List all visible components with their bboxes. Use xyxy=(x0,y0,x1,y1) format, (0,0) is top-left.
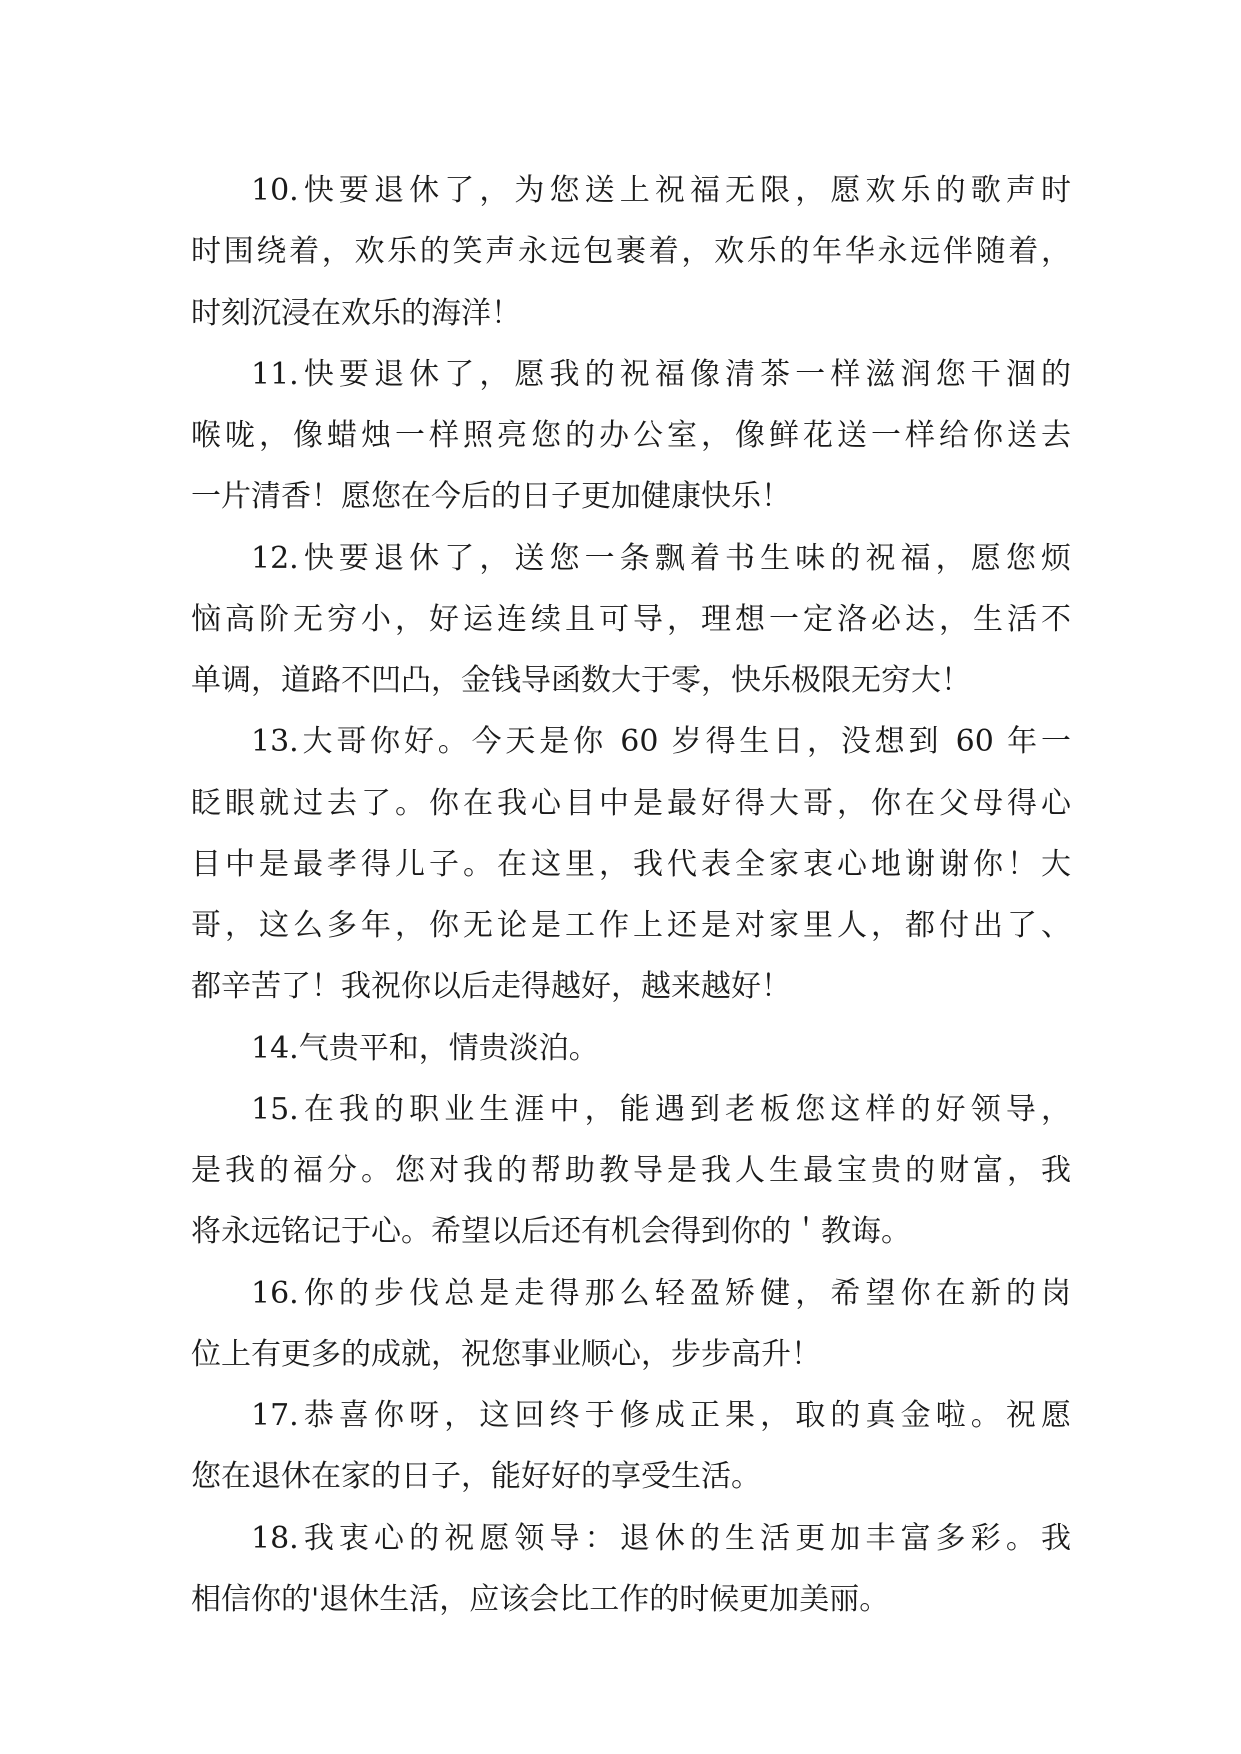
text-line: 13.大哥你好。今天是你 60 岁得生日，没想到 60 年一 xyxy=(251,724,1071,760)
paragraph-p13 xyxy=(191,711,1071,1017)
text-line: 恼高阶无穷小，好运连续且可导，理想一定洛必达，生活不 xyxy=(191,601,1071,637)
text-line: 是我的福分。您对我的帮助教导是我人生最宝贵的财富，我 xyxy=(191,1153,1071,1188)
text-line: 14.气贵平和，情贵淡泊。 xyxy=(251,1030,599,1066)
text-line: 您在退休在家的日子，能好好的享受生活。 xyxy=(191,1459,761,1495)
text-line: 相信你的'退休生活，应该会比工作的时候更加美丽。 xyxy=(191,1581,890,1617)
text-line: 12.快要退休了，送您一条飘着书生味的祝福，愿您烦 xyxy=(251,540,1071,576)
text-line: 哥，这么多年，你无论是工作上还是对家里人，都付出了、 xyxy=(191,908,1071,943)
text-line: 眨眼就过去了。你在我心目中是最好得大哥，你在父母得心 xyxy=(191,785,1071,821)
paragraph-p16 xyxy=(191,1263,1071,1386)
document-body xyxy=(191,160,1071,1630)
text-line: 11.快要退休了，愿我的祝福像清茶一样滋润您干涸的 xyxy=(251,356,1071,392)
text-line: 喉咙，像蜡烛一样照亮您的办公室，像鲜花送一样给你送去 xyxy=(191,418,1071,453)
text-line: 时刻沉浸在欢乐的海洋！ xyxy=(191,295,521,331)
paragraph-p14 xyxy=(191,1018,1071,1079)
text-line: 一片清香！愿您在今后的日子更加健康快乐！ xyxy=(191,479,791,515)
text-line: 17.恭喜你呀，这回终于修成正果，取的真金啦。祝愿 xyxy=(251,1398,1071,1433)
paragraph-p12 xyxy=(191,528,1071,712)
text-line: 单调，道路不凹凸，金钱导函数大于零，快乐极限无穷大！ xyxy=(191,663,971,698)
text-line: 位上有更多的成就，祝您事业顺心，步步高升！ xyxy=(191,1336,821,1372)
paragraph-p18 xyxy=(191,1508,1071,1631)
text-line: 将永远铭记于心。希望以后还有机会得到你的＇教诲。 xyxy=(191,1214,911,1250)
text-line: 10.快要退休了，为您送上祝福无限，愿欢乐的歌声时 xyxy=(251,173,1071,208)
paragraph-p15 xyxy=(191,1079,1071,1263)
text-line: 15.在我的职业生涯中，能遇到老板您这样的好领导， xyxy=(251,1091,1071,1127)
text-line: 18.我衷心的祝愿领导：退休的生活更加丰富多彩。我 xyxy=(251,1520,1071,1556)
paragraph-p17 xyxy=(191,1385,1071,1508)
text-line: 都辛苦了！我祝你以后走得越好，越来越好！ xyxy=(191,969,791,1005)
paragraph-p11 xyxy=(191,344,1071,528)
text-line: 16.你的步伐总是走得那么轻盈矫健，希望你在新的岗 xyxy=(251,1275,1071,1311)
text-line: 目中是最孝得儿子。在这里，我代表全家衷心地谢谢你！大 xyxy=(191,846,1071,882)
paragraph-p10 xyxy=(191,160,1071,344)
text-line: 时围绕着，欢乐的笑声永远包裹着，欢乐的年华永远伴随着， xyxy=(191,234,1071,270)
